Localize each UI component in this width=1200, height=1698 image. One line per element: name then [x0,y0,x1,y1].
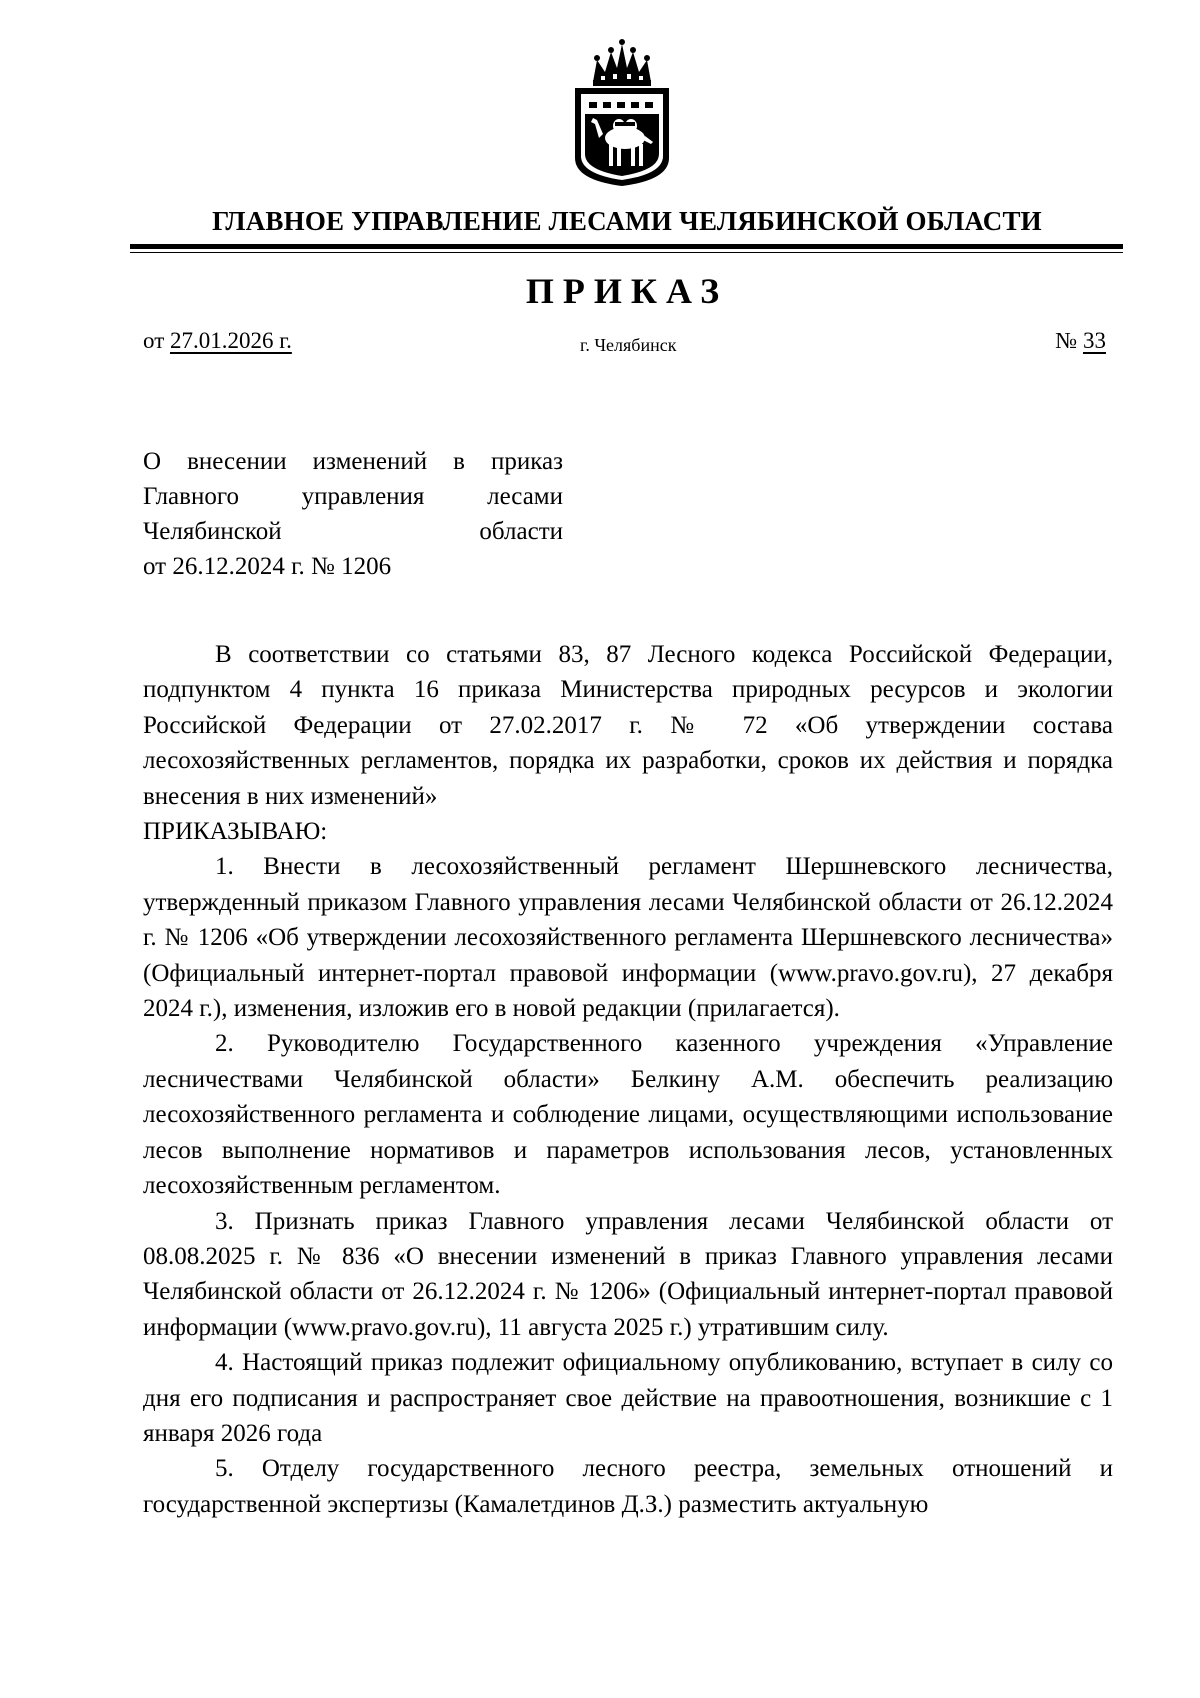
order-item-5: 5. Отделу государственного лесного реестра, земельных отношений и государственной экспертизы (Камалетдинов Д.З.) разместить актуальную [143,1455,1113,1518]
order-city: г. Челябинск [580,335,677,355]
order-item-3: 3. Признать приказ Главного управления лесами Челябинской области от 08.08.2025 г. № 836 «О внесении изменений в приказ Главного управления лесами Челябинской области от 26.12.2024 г. № 1206» (Официальный интернет-портал правовой информации (www.pravo.gov.ru), 11 августа 2025 г.) утратившим силу. [143,1207,1113,1341]
order-item-2: 2. Руководителю Государственного казенного учреждения «Управление лесничествами Челябинской области» Белкину А.М. обеспечить реализацию лесохозяйственного регламента и соблюдение лицами, осуществляющими использование лесов выполнение нормативов и параметров использования лесов, установленных лесохозяйственным регламентом. [143,1030,1113,1200]
order-word: ПРИКАЗЫВАЮ: [143,818,328,846]
order-subject [143,444,563,584]
order-body [143,637,1113,1522]
preamble-paragraph: В соответствии со статьями 83, 87 Лесного кодекса Российской Федерации, подпунктом 4 пункта 16 приказа Министерства природных ресурсов и экологии Российской Федерации от 27.02.2017 г. № 72 «Об утверждении состава лесохозяйственных регламентов, порядка их разработки, сроков их действия и порядка внесения в них изменений» [143,641,1113,810]
chelyabinsk-coat-of-arms-icon [563,38,681,188]
subject-line: Главного управления лесами [143,483,563,510]
order-number [1055,326,1106,356]
order-date-prefix: от [143,328,170,353]
subject-line: Челябинской области [143,518,563,545]
subject-line: О внесении изменений в приказ [143,448,563,475]
subject-line: от 26.12.2024 г. № 1206 [143,553,392,580]
order-date-value: 27.01.2026 г. [170,328,292,353]
order-date [143,326,292,356]
order-number-value: 33 [1083,328,1106,353]
organization-name: ГЛАВНОЕ УПРАВЛЕНИЕ ЛЕСАМИ ЧЕЛЯБИНСКОЙ ОБЛАСТИ [212,206,1042,236]
header-divider-thin [130,252,1123,253]
header-divider-thick [130,244,1123,249]
order-item-1: 1. Внести в лесохозяйственный регламент Шершневского лесничества, утвержденный приказом Главного управления лесами Челябинской области от 26.12.2024 г. № 1206 «Об утверждении лесохозяйственного регламента Шершневского лесничества» (Официальный интернет-портал правовой информации (www.pravo.gov.ru), 27 декабря 2024 г.), изменения, изложив его в новой редакции (прилагается). [143,853,1113,1023]
order-number-prefix: № [1055,328,1083,353]
document-type-title: ПРИКАЗ [525,271,729,311]
order-item-4: 4. Настоящий приказ подлежит официальному опубликованию, вступает в силу со дня его подписания и распространяет свое действие на правоотношения, возникшие с 1 января 2026 года [143,1349,1113,1447]
